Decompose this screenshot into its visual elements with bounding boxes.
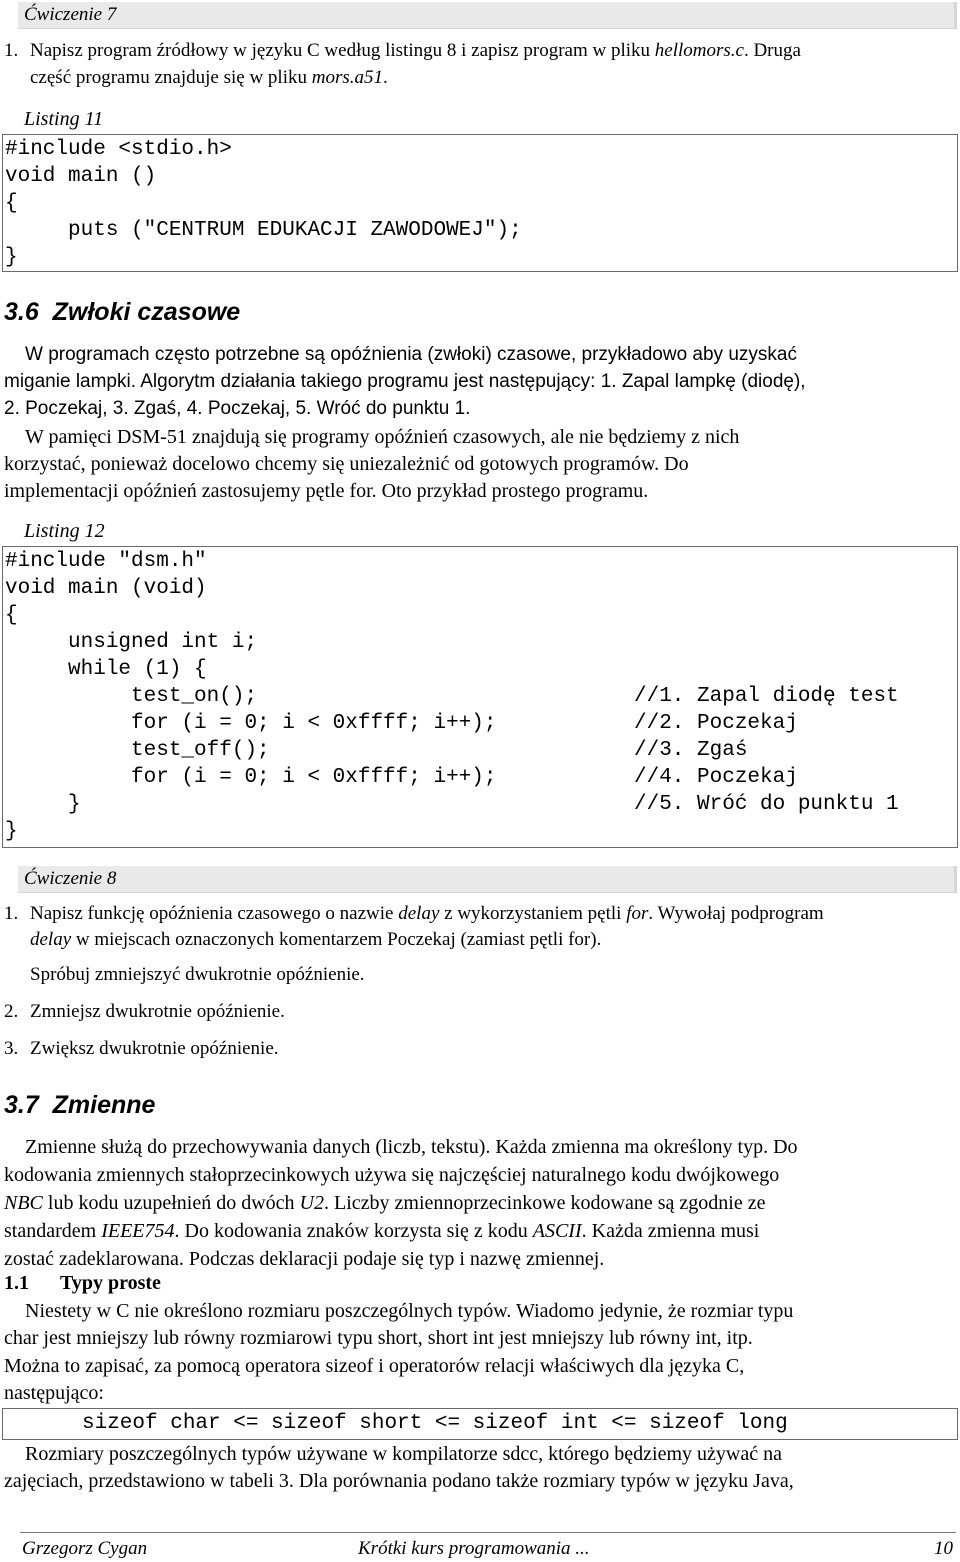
paragraph-line: następująco: [4,1382,104,1404]
code-line: #include <stdio.h> [5,138,232,161]
code-line: puts ("CENTRUM EDUKACJI ZAWODOWEJ"); [5,219,522,242]
code-line: test_on(); [5,685,258,708]
footer-author: Grzegorz Cygan [22,1538,148,1559]
exercise-item-text-cont: część programu znajduje się w pliku mors.a51. [30,67,388,88]
paragraph-line: implementacji opóźnień zastosujemy pętle for. Oto przykład prostego programu. [4,480,649,502]
paragraph-line: miganie lampki. Algorytm działania takiego programu jest następujący: 1. Zapal lampkę (diodę), [4,371,806,392]
footer-title: Krótki kurs programowania ... [358,1538,590,1559]
code-comment: //4. Poczekaj [634,766,798,789]
paragraph-line: 2. Poczekaj, 3. Zgaś, 4. Poczekaj, 5. Wróć do punktu 1. [4,398,471,419]
exercise-item-text: Napisz funkcję opóźnienia czasowego o nazwie delay z wykorzystaniem pętli for. Wywołaj podprogram [30,903,824,924]
section-heading: 3.6 Zwłoki czasowe [4,298,241,326]
paragraph-line: zostać zadeklarowana. Podczas deklaracji podaje się typ i nazwę zmiennej. [4,1248,605,1270]
paragraph-line: kodowania zmiennych stałoprzecinkowych używa się najczęściej naturalnego kodu dwójkowego [4,1164,780,1186]
code-line: } [5,793,81,816]
exercise-heading: Ćwiczenie 8 [24,868,117,889]
footer-page-number: 10 [934,1538,953,1559]
code-line: #include "dsm.h" [5,550,207,573]
exercise-item-number: 2. [4,1001,19,1022]
paragraph-line: NBC lub kodu uzupełnień do dwóch U2. Liczby zmiennoprzecinkowe kodowane są zgodnie ze [4,1192,766,1214]
listing-caption: Listing 12 [24,520,105,542]
exercise-heading-bar [18,2,957,29]
exercise-item-text: Zwiększ dwukrotnie opóźnienie. [30,1038,279,1059]
code-line: void main (void) [5,577,207,600]
subsection-title: Typy proste [60,1272,161,1294]
exercise-heading-bar [18,866,957,893]
paragraph-line: zajęciach, przedstawiono w tabeli 3. Dla porównania podano także rozmiary typów w języku Java, [4,1470,794,1492]
code-comment: //5. Wróć do punktu 1 [634,793,899,816]
exercise-item-text-cont: delay w miejscach oznaczonych komentarzem Poczekaj (zamiast pętli for). [30,929,602,950]
subsection-number: 1.1 [4,1272,29,1294]
exercise-item-number: 1. [4,903,19,924]
code-line: void main () [5,165,157,188]
exercise-item-number: 1. [4,40,19,61]
paragraph-line: Rozmiary poszczególnych typów używane w kompilatorze sdcc, którego będziemy używać na [25,1443,782,1465]
code-comment: //2. Poczekaj [634,712,798,735]
paragraph-line: W programach często potrzebne są opóźnienia (zwłoki) czasowe, przykładowo aby uzyskać [25,344,797,365]
paragraph-line: Zmienne służą do przechowywania danych (liczb, tekstu). Każda zmienna ma określony typ. Do [25,1136,798,1158]
code-line: unsigned int i; [5,631,258,654]
listing-caption: Listing 11 [24,108,104,130]
exercise-note: Spróbuj zmniejszyć dwukrotnie opóźnienie. [30,964,365,985]
code-line: { [5,192,18,215]
paragraph-line: W pamięci DSM-51 znajdują się programy opóźnień czasowych, ale nie będziemy z nich [25,426,740,448]
exercise-item-text: Napisz program źródłowy w języku C według listingu 8 i zapisz program w pliku hellomors.c. Druga [30,40,801,61]
code-line: } [5,820,18,843]
exercise-item-number: 3. [4,1038,19,1059]
code-comment: //1. Zapal diodę test [634,685,899,708]
code-line: sizeof char <= sizeof short <= sizeof int <= sizeof long [82,1412,788,1435]
exercise-heading: Ćwiczenie 7 [24,4,117,25]
code-line: while (1) { [5,658,207,681]
code-line: } [5,246,18,269]
paragraph-line: Niestety w C nie określono rozmiaru poszczególnych typów. Wiadomo jedynie, że rozmiar typu [25,1300,794,1322]
footer-rule [20,1532,956,1533]
paragraph-line: char jest mniejszy lub równy rozmiarowi typu short, short int jest mniejszy lub równy int, itp. [4,1327,753,1349]
code-line: { [5,604,18,627]
paragraph-line: standardem IEEE754. Do kodowania znaków korzysta się z kodu ASCII. Każda zmienna musi [4,1220,760,1242]
code-comment: //3. Zgaś [634,739,748,762]
exercise-item-text: Zmniejsz dwukrotnie opóźnienie. [30,1001,285,1022]
paragraph-line: Można to zapisać, za pomocą operatora sizeof i operatorów relacji właściwych dla języka C, [4,1355,745,1377]
section-heading: 3.7 Zmienne [4,1091,156,1119]
code-line: for (i = 0; i < 0xffff; i++); [5,712,497,735]
paragraph-line: korzystać, ponieważ docelowo chcemy się uniezależnić od gotowych programów. Do [4,453,689,475]
code-line: for (i = 0; i < 0xffff; i++); [5,766,497,789]
code-line: test_off(); [5,739,270,762]
